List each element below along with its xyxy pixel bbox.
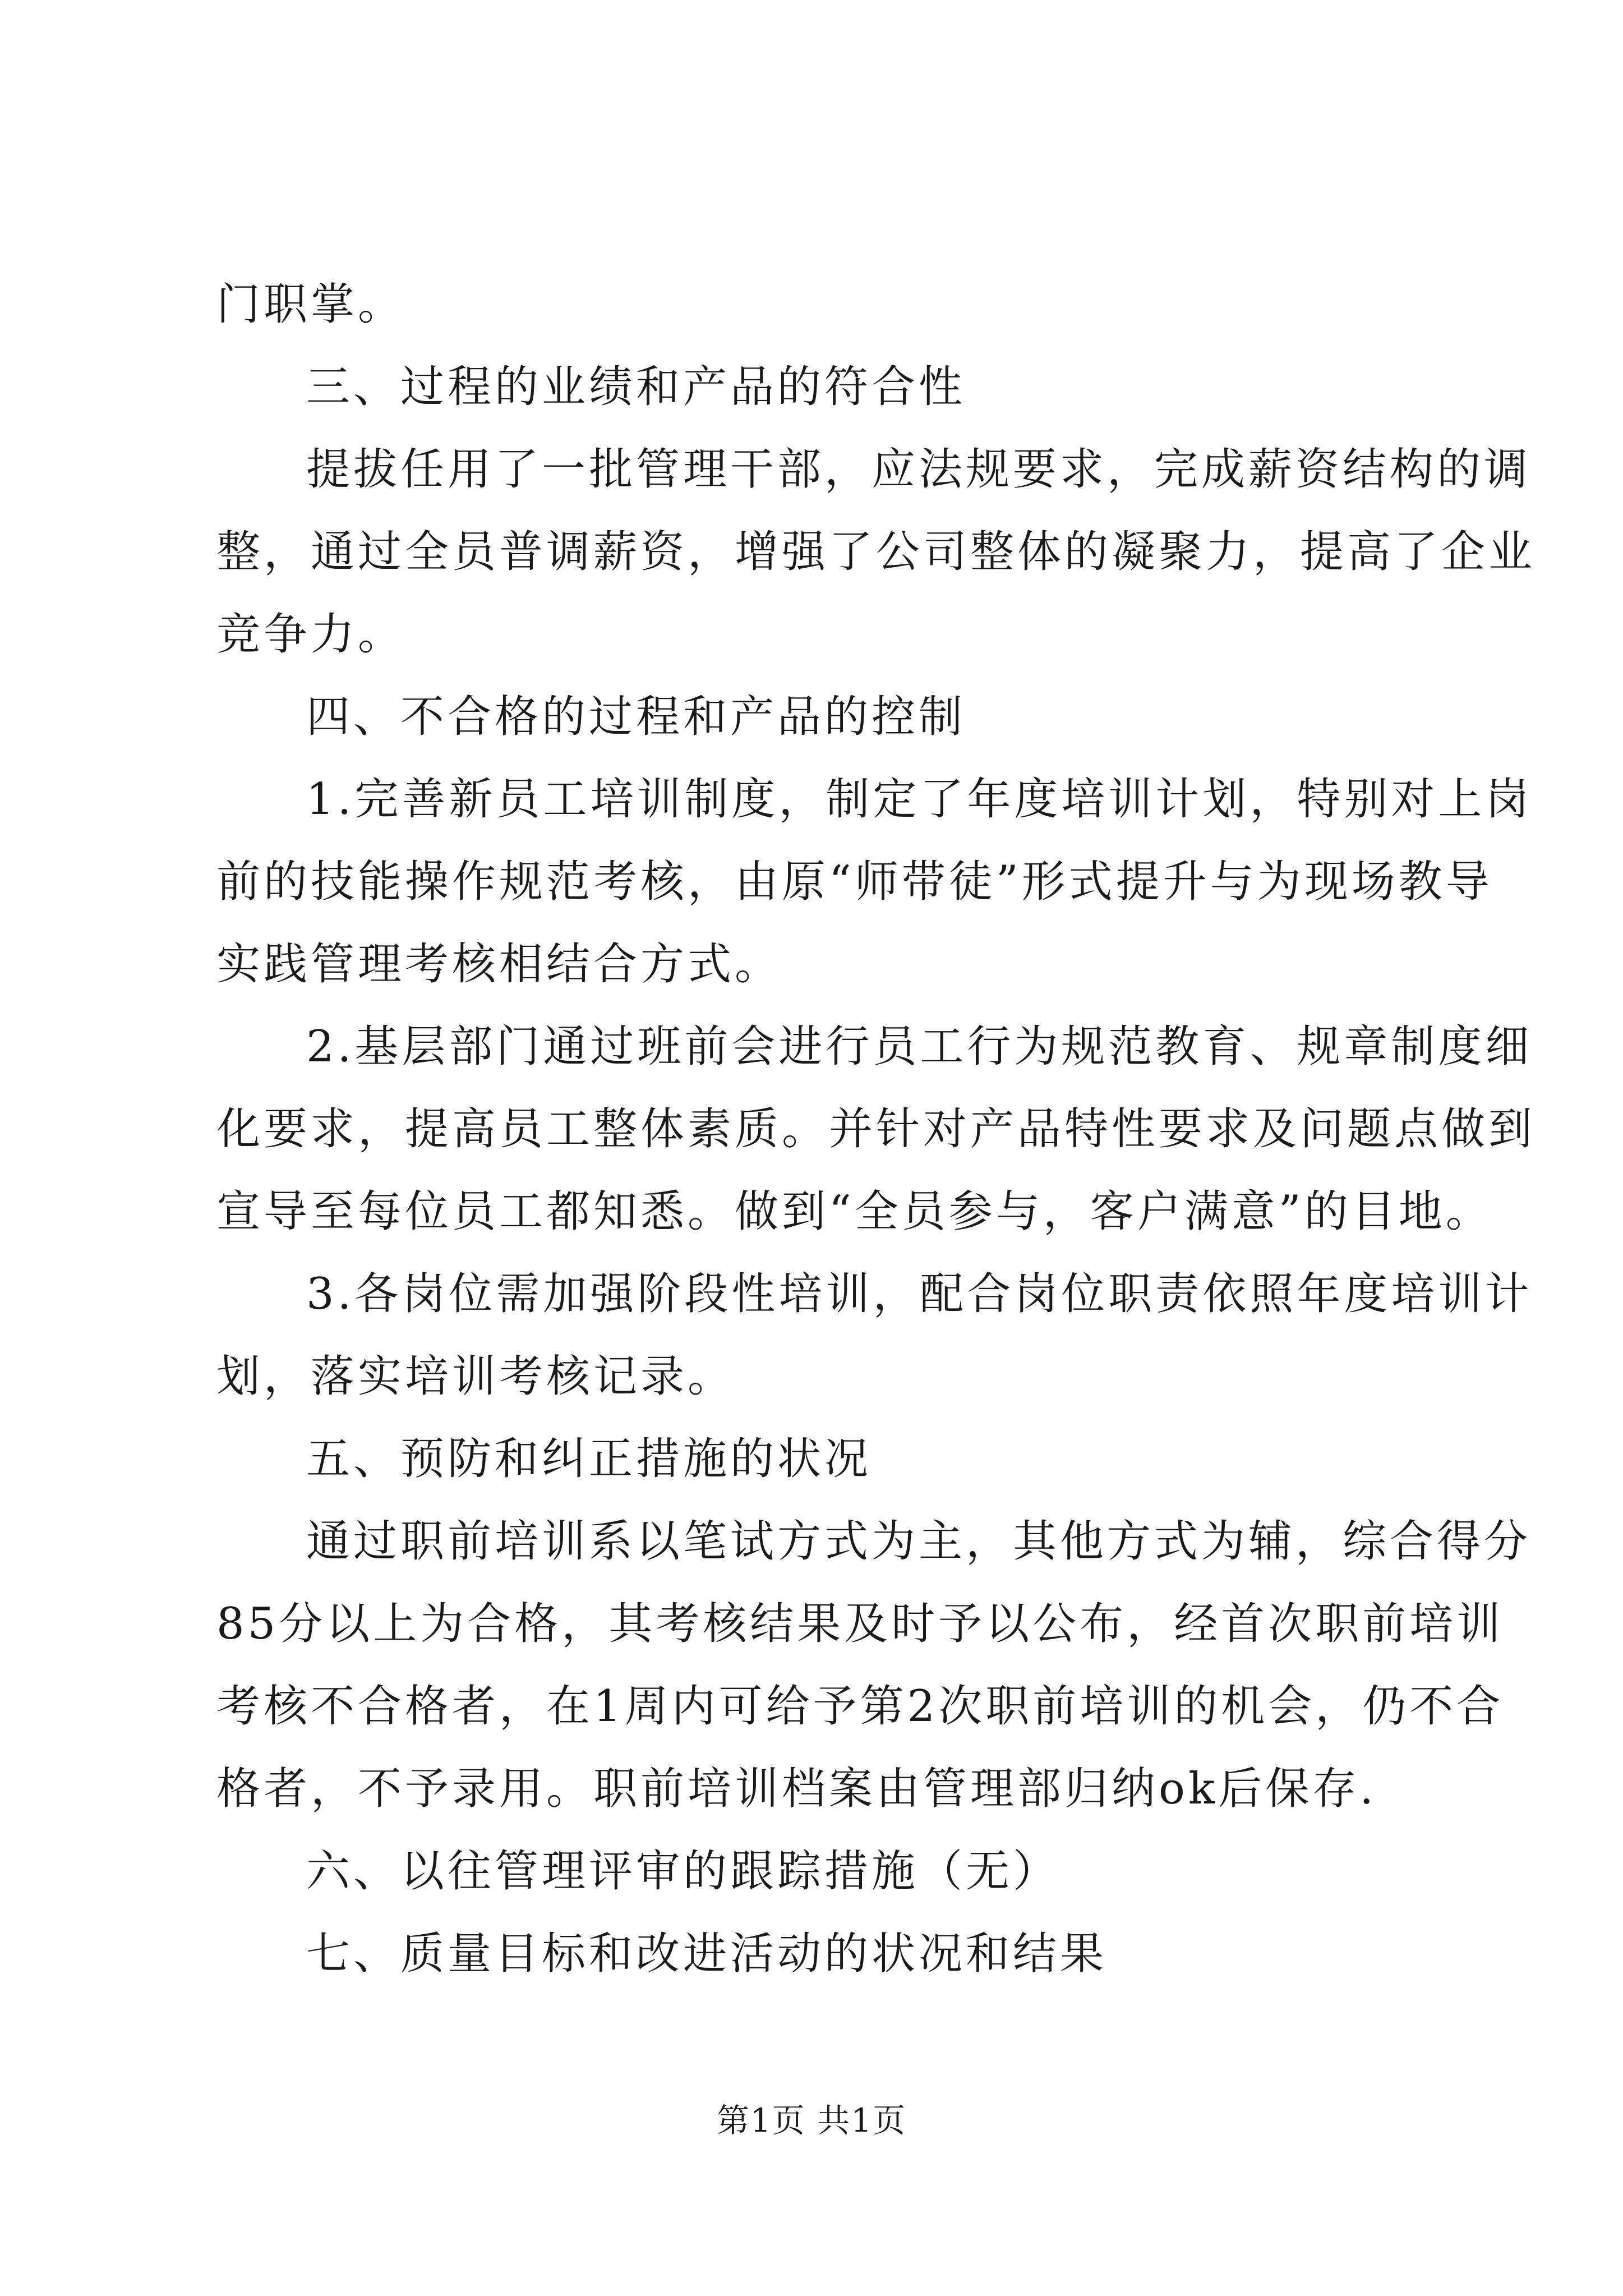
text-line-5: 竞争力。 [216,609,405,660]
text-line-1: 门职掌。 [216,279,405,330]
text-line-8: 前的技能操作规范考核，由原“师带徒”形式提升与为现场教导 [216,857,1493,907]
section-heading-4: 四、不合格的过程和产品的控制 [306,692,966,742]
text-line-17: 85分以上为合格，其考核结果及时予以公布，经首次职前培训 [216,1599,1504,1649]
text-line-12: 宣导至每位员工都知悉。做到“全员参与，客户满意”的目地。 [216,1186,1493,1237]
section-heading-5: 五、预防和纠正措施的状况 [306,1434,872,1484]
section-heading-7: 七、质量目标和改进活动的状况和结果 [306,1929,1108,1979]
document-body [216,264,1536,1995]
section-heading-3: 三、过程的业绩和产品的符合性 [306,362,966,412]
page-footer: 第1页 共1页 [716,2101,907,2139]
list-item-2: 2.基层部门通过班前会进行员工行为规范教育、规章制度细 [306,1022,1533,1072]
text-line-3: 提拔任用了一批管理干部，应法规要求，完成薪资结构的调 [306,444,1532,495]
list-item-3: 3.各岗位需加强阶段性培训，配合岗位职责依照年度培训计 [306,1269,1533,1319]
text-line-16: 通过职前培训系以笔试方式为主，其他方式为辅，综合得分 [306,1516,1532,1567]
text-line-18: 考核不合格者，在1周内可给予第2次职前培训的机会，仍不合 [216,1681,1504,1732]
section-heading-6: 六、以往管理评审的跟踪措施（无） [306,1846,1061,1897]
list-item-1: 1.完善新员工培训制度，制定了年度培训计划，特别对上岗 [306,774,1533,825]
text-line-9: 实践管理考核相结合方式。 [216,939,782,990]
text-line-11: 化要求，提高员工整体素质。并针对产品特性要求及问题点做到 [216,1104,1536,1154]
text-line-14: 划，落实培训考核记录。 [216,1351,735,1402]
text-line-4: 整，通过全员普调薪资，增强了公司整体的凝聚力，提高了企业 [216,527,1536,577]
text-line-19: 格者，不予录用。职前培训档案由管理部归纳ok后保存. [216,1764,1377,1814]
